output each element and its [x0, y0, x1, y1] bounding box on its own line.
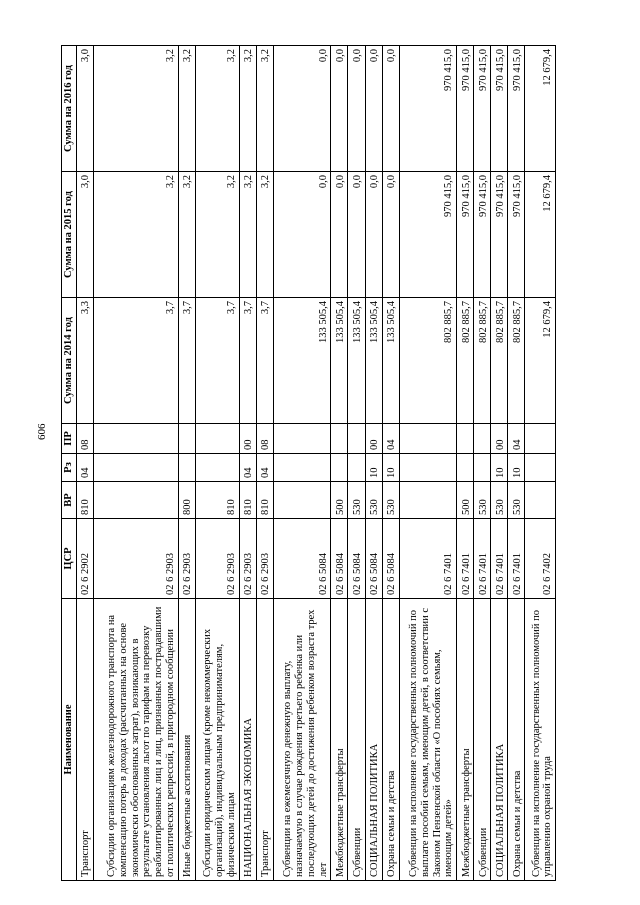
cell-pr [525, 424, 556, 454]
cell-rz [474, 454, 491, 482]
cell-sum-2014: 133 505,4 [273, 298, 331, 424]
cell-name: Транспорт [76, 599, 93, 881]
cell-name: Иные бюджетные ассигнования [178, 599, 195, 881]
cell-vr [399, 482, 457, 519]
cell-sum-2016: 3,2 [195, 46, 239, 172]
cell-rz [273, 454, 331, 482]
cell-sum-2014: 133 505,4 [331, 298, 348, 424]
cell-rz [93, 454, 178, 482]
cell-vr: 500 [457, 482, 474, 519]
cell-vr [93, 482, 178, 519]
cell-rz: 04 [239, 454, 256, 482]
cell-sum-2014: 3,3 [76, 298, 93, 424]
cell-sum-2014: 133 505,4 [365, 298, 382, 424]
cell-csr: 02 6 2903 [256, 519, 273, 599]
cell-pr: 08 [256, 424, 273, 454]
cell-sum-2016: 0,0 [382, 46, 399, 172]
cell-sum-2014: 802 885,7 [491, 298, 508, 424]
cell-pr: 00 [239, 424, 256, 454]
cell-sum-2015: 0,0 [382, 172, 399, 298]
cell-name: Субвенции на ежемесячную денежную выплату, назначаемую в случае рождения третьего ребенка или последующих детей до достижения ребенком возраста трех лет [273, 599, 331, 881]
cell-csr: 02 6 7401 [491, 519, 508, 599]
cell-rz: 04 [76, 454, 93, 482]
cell-sum-2016: 12 679,4 [525, 46, 556, 172]
cell-pr [457, 424, 474, 454]
cell-name: Субвенции на исполнение государственных полномочий по выплате пособий семьям, имеющим детей, в соответствии с Законом Пензенской области «О пособиях семьям, имеющим детей» [399, 599, 457, 881]
cell-pr: 08 [76, 424, 93, 454]
cell-csr: 02 6 7401 [474, 519, 491, 599]
cell-vr: 810 [76, 482, 93, 519]
table-row [457, 46, 474, 881]
cell-vr: 530 [382, 482, 399, 519]
cell-sum-2016: 3,2 [178, 46, 195, 172]
cell-sum-2015: 970 415,0 [474, 172, 491, 298]
cell-sum-2014: 133 505,4 [382, 298, 399, 424]
cell-sum-2014: 133 505,4 [348, 298, 365, 424]
cell-sum-2014: 802 885,7 [474, 298, 491, 424]
cell-sum-2015: 3,0 [76, 172, 93, 298]
cell-csr: 02 6 5084 [348, 519, 365, 599]
cell-sum-2016: 0,0 [273, 46, 331, 172]
page-number: 606 [36, 423, 48, 440]
cell-sum-2015: 970 415,0 [457, 172, 474, 298]
cell-csr: 02 6 2903 [93, 519, 178, 599]
cell-sum-2015: 3,2 [93, 172, 178, 298]
table-row [76, 46, 93, 881]
cell-sum-2016: 3,2 [93, 46, 178, 172]
cell-name: Субвенции [348, 599, 365, 881]
cell-rz [178, 454, 195, 482]
header-sum-2014: Сумма на 2014 год [62, 298, 77, 424]
cell-sum-2014: 802 885,7 [457, 298, 474, 424]
cell-sum-2014: 3,7 [195, 298, 239, 424]
cell-sum-2015: 970 415,0 [508, 172, 525, 298]
cell-vr: 810 [195, 482, 239, 519]
cell-sum-2016: 970 415,0 [491, 46, 508, 172]
cell-name: Охрана семьи и детства [382, 599, 399, 881]
cell-sum-2015: 0,0 [331, 172, 348, 298]
budget-table [61, 45, 556, 881]
cell-rz [195, 454, 239, 482]
cell-vr: 810 [239, 482, 256, 519]
cell-sum-2014: 12 679,4 [525, 298, 556, 424]
table-row [273, 46, 331, 881]
cell-sum-2015: 3,2 [239, 172, 256, 298]
header-vr: ВР [62, 482, 77, 519]
cell-pr: 00 [365, 424, 382, 454]
table-row [348, 46, 365, 881]
cell-rz: 10 [508, 454, 525, 482]
cell-csr: 02 6 5084 [382, 519, 399, 599]
cell-pr [178, 424, 195, 454]
cell-vr: 530 [491, 482, 508, 519]
cell-csr: 02 6 2903 [239, 519, 256, 599]
cell-rz: 10 [365, 454, 382, 482]
cell-vr: 500 [331, 482, 348, 519]
table-row [474, 46, 491, 881]
cell-rz [348, 454, 365, 482]
cell-pr [195, 424, 239, 454]
table-row [256, 46, 273, 881]
cell-sum-2015: 0,0 [348, 172, 365, 298]
cell-csr: 02 6 5084 [365, 519, 382, 599]
table-row [365, 46, 382, 881]
cell-name: Охрана семьи и детства [508, 599, 525, 881]
cell-sum-2016: 970 415,0 [457, 46, 474, 172]
cell-rz: 04 [256, 454, 273, 482]
table-header-row [62, 46, 77, 881]
cell-sum-2016: 970 415,0 [474, 46, 491, 172]
table-row [399, 46, 457, 881]
cell-rz [525, 454, 556, 482]
cell-name: Транспорт [256, 599, 273, 881]
header-csr: ЦСР [62, 519, 77, 599]
cell-csr: 02 6 2903 [178, 519, 195, 599]
budget-table-container [61, 46, 556, 881]
cell-csr: 02 6 2903 [195, 519, 239, 599]
cell-name: Субвенции на исполнение государственных полномочий по управлению охраной труда [525, 599, 556, 881]
table-row [331, 46, 348, 881]
cell-pr: 00 [491, 424, 508, 454]
cell-sum-2016: 0,0 [331, 46, 348, 172]
table-row [178, 46, 195, 881]
cell-name: СОЦИАЛЬНАЯ ПОЛИТИКА [491, 599, 508, 881]
cell-name: Субсидии организациям железнодорожного транспорта на компенсацию потерь в доходах (рассчитанных на основе экономически обоснованных затрат), возникающих в результате установления льгот по тарифам на перевозку реабилитированных лиц и лиц, признанных пострадавшими от политических репрессий, в пригородном сообщении [93, 599, 178, 881]
cell-csr: 02 6 2902 [76, 519, 93, 599]
cell-rz [399, 454, 457, 482]
cell-rz: 10 [382, 454, 399, 482]
cell-csr: 02 6 7402 [525, 519, 556, 599]
cell-pr: 04 [508, 424, 525, 454]
cell-sum-2015: 3,2 [195, 172, 239, 298]
cell-pr [331, 424, 348, 454]
table-row [195, 46, 239, 881]
header-rz: Рз [62, 454, 77, 482]
cell-name: СОЦИАЛЬНАЯ ПОЛИТИКА [365, 599, 382, 881]
cell-vr: 530 [508, 482, 525, 519]
cell-sum-2016: 3,2 [239, 46, 256, 172]
cell-pr [273, 424, 331, 454]
cell-sum-2014: 3,7 [93, 298, 178, 424]
table-row [93, 46, 178, 881]
cell-name: Субсидии юридическим лицам (кроме некоммерческих организаций), индивидуальным предпринимателям, физическим лицам [195, 599, 239, 881]
cell-sum-2015: 3,2 [178, 172, 195, 298]
cell-sum-2014: 3,7 [178, 298, 195, 424]
cell-sum-2016: 0,0 [348, 46, 365, 172]
cell-vr: 530 [474, 482, 491, 519]
cell-pr [474, 424, 491, 454]
cell-sum-2014: 3,7 [239, 298, 256, 424]
cell-name: Межбюджетные трансферты [457, 599, 474, 881]
table-row [239, 46, 256, 881]
cell-vr: 530 [365, 482, 382, 519]
cell-sum-2015: 0,0 [365, 172, 382, 298]
cell-sum-2014: 802 885,7 [508, 298, 525, 424]
table-row [508, 46, 525, 881]
cell-csr: 02 6 7401 [508, 519, 525, 599]
cell-vr [525, 482, 556, 519]
cell-sum-2014: 3,7 [256, 298, 273, 424]
cell-pr [399, 424, 457, 454]
table-row [491, 46, 508, 881]
cell-sum-2016: 3,0 [76, 46, 93, 172]
cell-csr: 02 6 7401 [399, 519, 457, 599]
cell-name: Субвенции [474, 599, 491, 881]
cell-vr: 530 [348, 482, 365, 519]
cell-csr: 02 6 5084 [273, 519, 331, 599]
cell-csr: 02 6 7401 [457, 519, 474, 599]
cell-sum-2015: 3,2 [256, 172, 273, 298]
cell-csr: 02 6 5084 [331, 519, 348, 599]
header-name: Наименование [62, 599, 77, 881]
cell-pr [348, 424, 365, 454]
cell-pr [93, 424, 178, 454]
cell-vr: 810 [256, 482, 273, 519]
cell-sum-2015: 970 415,0 [491, 172, 508, 298]
cell-sum-2015: 0,0 [273, 172, 331, 298]
table-row [525, 46, 556, 881]
cell-sum-2016: 0,0 [365, 46, 382, 172]
cell-pr: 04 [382, 424, 399, 454]
header-sum-2015: Сумма на 2015 год [62, 172, 77, 298]
cell-rz: 10 [491, 454, 508, 482]
cell-sum-2016: 970 415,0 [399, 46, 457, 172]
header-sum-2016: Сумма на 2016 год [62, 46, 77, 172]
cell-sum-2015: 12 679,4 [525, 172, 556, 298]
cell-sum-2016: 970 415,0 [508, 46, 525, 172]
cell-sum-2016: 3,2 [256, 46, 273, 172]
table-row [382, 46, 399, 881]
cell-rz [457, 454, 474, 482]
cell-name: НАЦИОНАЛЬНАЯ ЭКОНОМИКА [239, 599, 256, 881]
cell-vr [273, 482, 331, 519]
cell-rz [331, 454, 348, 482]
header-pr: ПР [62, 424, 77, 454]
cell-name: Межбюджетные трансферты [331, 599, 348, 881]
cell-vr: 800 [178, 482, 195, 519]
cell-sum-2014: 802 885,7 [399, 298, 457, 424]
cell-sum-2015: 970 415,0 [399, 172, 457, 298]
